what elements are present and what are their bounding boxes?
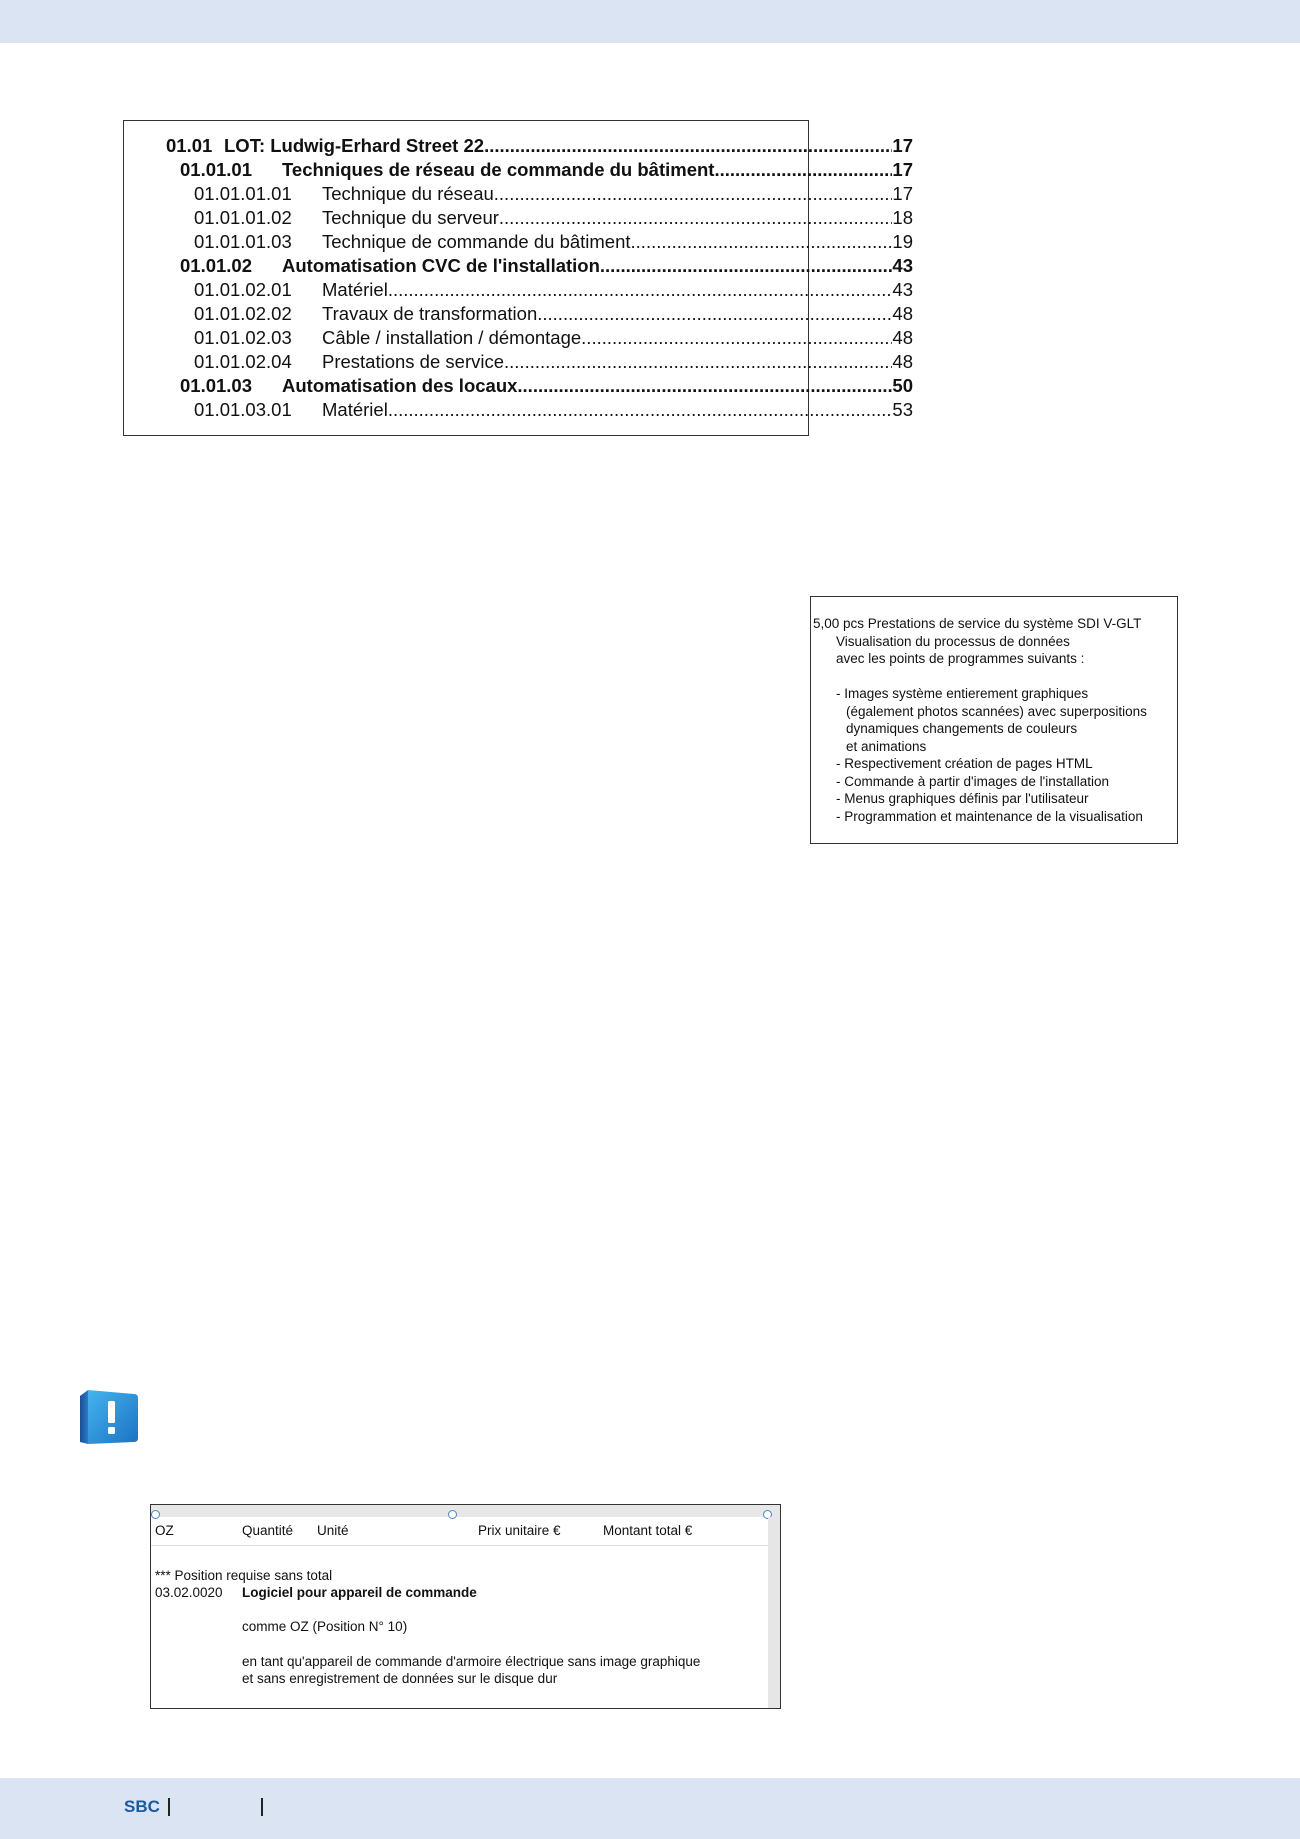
toc-entry-title: Travaux de transformation — [322, 303, 538, 324]
required-note: *** Position requise sans total — [155, 1568, 333, 1583]
toc-leader-dots — [494, 183, 893, 205]
toc-entry — [180, 253, 913, 277]
toc-entry-title: Matériel — [322, 399, 388, 420]
toc-entry-number: 01.01.02.03 — [194, 327, 292, 348]
position-number: 03.02.0020 — [155, 1585, 223, 1600]
footer-divider — [261, 1798, 263, 1816]
position-reference: comme OZ (Position N° 10) — [242, 1619, 408, 1634]
toc-entry-title: Techniques de réseau de commande du bâtiment — [282, 159, 715, 180]
toc-entry-number: 01.01.01.01 — [194, 183, 292, 204]
snippet-line: (également photos scannées) avec superpositions — [846, 704, 1147, 719]
toc-entry-title: Technique du serveur — [322, 207, 499, 228]
toc-entry-number: 01.01.02.04 — [194, 351, 292, 372]
resize-handle[interactable] — [151, 1510, 160, 1519]
column-header-unite: Unité — [317, 1523, 349, 1538]
toc-leader-dots — [484, 135, 892, 157]
position-table — [150, 1504, 781, 1709]
toc-leader-dots — [517, 375, 892, 397]
toc-entry-page: 17 — [892, 183, 913, 204]
toc-entry-page: 17 — [892, 135, 913, 156]
toc-leader-dots — [537, 303, 892, 325]
position-title: Logiciel pour appareil de commande — [242, 1585, 477, 1600]
toc-entry-page: 53 — [892, 399, 913, 420]
snippet-line: - Menus graphiques définis par l'utilisateur — [836, 791, 1089, 806]
toc-entry-title: Prestations de service — [322, 351, 505, 372]
snippet-line: - Programmation et maintenance de la visualisation — [836, 809, 1143, 824]
toc-entry — [194, 229, 913, 253]
toc-entry-title: Technique du réseau — [322, 183, 494, 204]
resize-handle[interactable] — [448, 1510, 457, 1519]
toc-entry-title: Câble / installation / démontage — [322, 327, 582, 348]
toc-entry-title: Matériel — [322, 279, 388, 300]
toc-leader-dots — [499, 207, 893, 229]
brand-logo-text: SBC — [124, 1797, 160, 1816]
toc-entry — [194, 397, 913, 421]
snippet-line: - Commande à partir d'images de l'installation — [836, 774, 1110, 789]
snippet-line: Visualisation du processus de données — [836, 634, 1070, 649]
footer-divider — [168, 1798, 170, 1816]
toc-entry-number: 01.01.01.02 — [194, 207, 292, 228]
snippet-line: et animations — [846, 739, 927, 754]
toc-entry-number: 01.01.01.03 — [194, 231, 292, 252]
toc-entry-page: 48 — [892, 303, 913, 324]
snippet-line: - Respectivement création de pages HTML — [836, 756, 1093, 771]
toc-leader-dots — [388, 279, 893, 301]
scrollbar[interactable] — [768, 1517, 780, 1708]
toc-leader-dots — [581, 327, 892, 349]
toc-entry-page: 43 — [892, 255, 913, 276]
position-description: en tant qu'appareil de commande d'armoire électrique sans image graphique — [242, 1654, 701, 1669]
page-footer-band — [0, 1778, 1300, 1839]
toc-entry — [194, 301, 913, 325]
toc-entry-number: 01.01.01 — [180, 159, 253, 180]
toc-entry-title: Automatisation des locaux — [282, 375, 518, 396]
column-header-prix: Prix unitaire € — [478, 1523, 561, 1538]
column-header-oz: OZ — [155, 1523, 174, 1538]
toc-leader-dots — [631, 231, 893, 253]
toc-leader-dots — [600, 255, 893, 277]
snippet-line: avec les points de programmes suivants : — [836, 651, 1085, 666]
exclamation-icon — [78, 1388, 140, 1446]
toc-leader-dots — [388, 399, 893, 421]
toc-entry-title: LOT: Ludwig-Erhard Street 22 — [224, 135, 485, 156]
snippet-line: 5,00 pcs Prestations de service du système SDI V-GLT — [813, 616, 1142, 631]
toc-entry-number: 01.01.02 — [180, 255, 253, 276]
toc-entry-number: 01.01.02.02 — [194, 303, 292, 324]
toc-entry — [194, 277, 913, 301]
snippet-line: - Images système entierement graphiques — [836, 686, 1089, 701]
service-description-box — [810, 596, 1178, 844]
toc-entry-page: 18 — [892, 207, 913, 228]
toc-entry-page: 48 — [892, 327, 913, 348]
toc-entry — [180, 373, 913, 397]
toc-entry-page: 50 — [892, 375, 913, 396]
toc-entry-page: 43 — [892, 279, 913, 300]
toc-entry — [180, 157, 913, 181]
table-of-contents-box — [123, 120, 913, 436]
toc-entry-page: 48 — [892, 351, 913, 372]
toc-entry-number: 01.01.03 — [180, 375, 253, 396]
position-description: et sans enregistrement de données sur le disque dur — [242, 1671, 558, 1686]
toc-entry — [194, 181, 913, 205]
toc-entry-title: Technique de commande du bâtiment — [322, 231, 631, 252]
page-header-band — [0, 0, 1300, 43]
toc-entry — [194, 205, 913, 229]
toc-entry-number: 01.01.02.01 — [194, 279, 292, 300]
column-header-montant: Montant total € — [603, 1523, 693, 1538]
header-divider — [151, 1545, 768, 1546]
toc-entry — [194, 349, 913, 373]
table-top-bar — [151, 1505, 780, 1517]
column-header-quantite: Quantité — [242, 1523, 294, 1538]
toc-leader-dots — [504, 351, 892, 373]
toc-entry-page: 17 — [892, 159, 913, 180]
toc-entry-number: 01.01 — [166, 135, 213, 156]
toc-leader-dots — [714, 159, 892, 181]
toc-entry-title: Automatisation CVC de l'installation — [282, 255, 600, 276]
toc-entry — [166, 133, 913, 157]
snippet-line: dynamiques changements de couleurs — [846, 721, 1078, 736]
toc-entry-page: 19 — [892, 231, 913, 252]
toc-entry — [194, 325, 913, 349]
toc-entry-number: 01.01.03.01 — [194, 399, 292, 420]
